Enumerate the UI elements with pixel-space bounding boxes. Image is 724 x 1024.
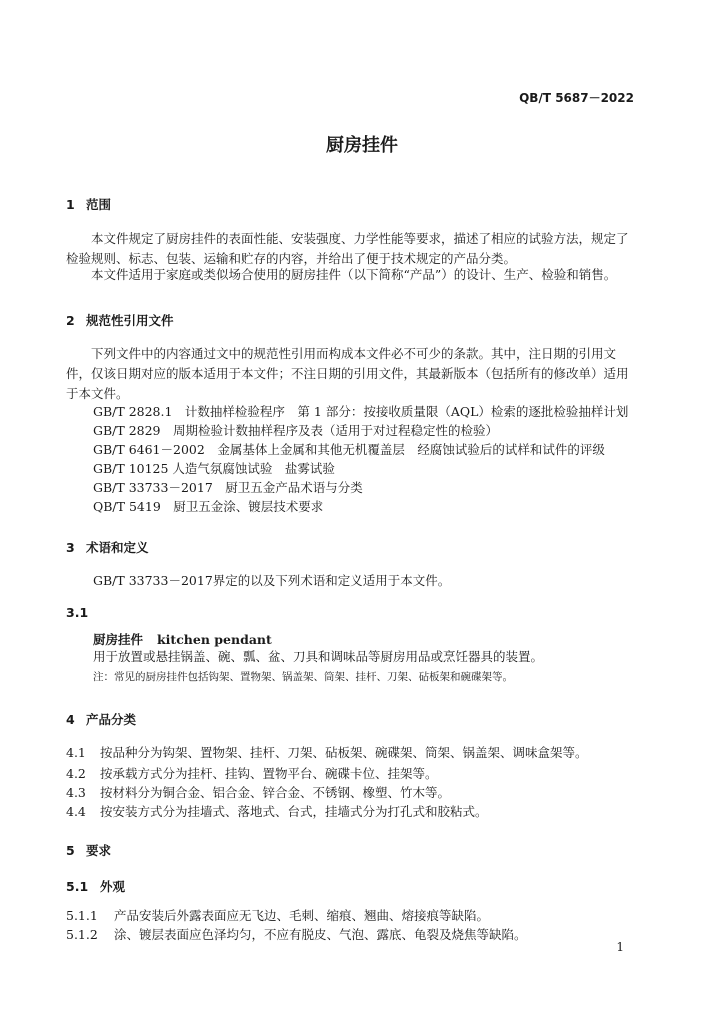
item-number: 5.1.2 <box>66 927 98 942</box>
item-text: 按品种分为钩架、置物架、挂杆、刀架、砧板架、碗碟架、筒架、锅盖架、调味盒架等。 <box>100 745 588 760</box>
reference-item: GB/T 10125 人造气氛腐蚀试验 盐雾试验 <box>93 461 335 476</box>
item-text: 产品安装后外露表面应无飞边、毛刺、缩痕、翘曲、熔接痕等缺陷。 <box>114 908 490 923</box>
section-title: 产品分类 <box>86 712 137 727</box>
section-number: 3 <box>66 540 75 555</box>
section-5-heading <box>66 841 111 859</box>
item-number: 4.2 <box>66 766 86 781</box>
list-item <box>66 743 588 761</box>
item-text: 按承载方式分为挂杆、挂钩、置物平台、碗碟卡位、挂架等。 <box>100 766 438 781</box>
item-text: 按安装方式分为挂墙式、落地式、台式，挂墙式分为打孔式和胶粘式。 <box>100 804 488 819</box>
item-text: 涂、镀层表面应色泽均匀，不应有脱皮、气泡、露底、龟裂及烧焦等缺陷。 <box>114 927 527 942</box>
list-item <box>66 802 488 820</box>
item-number: 4.1 <box>66 745 86 760</box>
item-number: 5.1.1 <box>66 908 98 923</box>
section-4-heading <box>66 710 136 728</box>
page-number: 1 <box>616 940 624 954</box>
item-number: 4.3 <box>66 785 86 800</box>
section-number: 5 <box>66 843 75 858</box>
paragraph: 本文件规定了厨房挂件的表面性能、安装强度、力学性能等要求，描述了相应的试验方法，规定了检验规则、标志、包装、运输和贮存的内容，并给出了便于技术规定的产品分类。 <box>66 231 629 266</box>
section-title: 术语和定义 <box>86 540 149 555</box>
section-number: 1 <box>66 197 75 212</box>
term-chinese: 厨房挂件 <box>93 632 144 647</box>
term-definition: 用于放置或悬挂锅盖、碗、瓢、盆、刀具和调味品等厨房用品或烹饪器具的装置。 <box>93 649 544 664</box>
reference-item: QB/T 5419 厨卫五金涂、镀层技术要求 <box>93 499 324 514</box>
list-item <box>66 783 450 801</box>
term-note: 注：常见的厨房挂件包括钩架、置物架、锅盖架、筒架、挂杆、刀架、砧板架和碗碟架等。 <box>93 671 513 683</box>
section-2-heading <box>66 311 174 329</box>
term-number: 3.1 <box>66 605 89 620</box>
item-text: 按材料分为铜合金、铝合金、锌合金、不锈钢、橡塑、竹木等。 <box>100 785 451 800</box>
term-heading <box>93 630 272 648</box>
reference-item: GB/T 2828.1 计数抽样检验程序 第 1 部分：按接收质量限（AQL）检索的逐批检验抽样计划 <box>93 404 629 419</box>
reference-item: GB/T 33733－2017 厨卫五金产品术语与分类 <box>93 480 363 495</box>
item-number: 4.4 <box>66 804 86 819</box>
list-item <box>66 906 489 924</box>
section-title: 范围 <box>86 197 112 212</box>
paragraph: GB/T 33733－2017界定的以及下列术语和定义适用于本文件。 <box>93 573 451 588</box>
subsection-number: 5.1 <box>66 879 89 894</box>
section-number: 2 <box>66 313 75 328</box>
list-item <box>66 764 438 782</box>
section-3-heading <box>66 538 149 556</box>
section-title: 规范性引用文件 <box>86 313 174 328</box>
standard-number: QB/T 5687－2022 <box>519 91 634 105</box>
section-title: 要求 <box>86 843 112 858</box>
reference-item: GB/T 6461－2002 金属基体上金属和其他无机覆盖层 经腐蚀试验后的试样和试件的评级 <box>93 442 605 457</box>
section-number: 4 <box>66 712 75 727</box>
paragraph: 本文件适用于家庭或类似场合使用的厨房挂件（以下简称“产品”）的设计、生产、检验和销售。 <box>91 267 617 282</box>
subsection-heading <box>66 877 125 895</box>
document-title: 厨房挂件 <box>326 135 398 156</box>
section-1-heading <box>66 195 111 213</box>
list-item <box>66 925 527 943</box>
reference-item: GB/T 2829 周期检验计数抽样程序及表（适用于对过程稳定性的检验） <box>93 423 499 438</box>
paragraph: 下列文件中的内容通过文中的规范性引用而构成本文件必不可少的条款。其中，注日期的引用文件，仅该日期对应的版本适用于本文件；不注日期的引用文件，其最新版本（包括所有的修改单）适用于本文件。 <box>66 346 629 401</box>
term-english: kitchen pendant <box>157 632 272 647</box>
subsection-title: 外观 <box>100 879 126 894</box>
